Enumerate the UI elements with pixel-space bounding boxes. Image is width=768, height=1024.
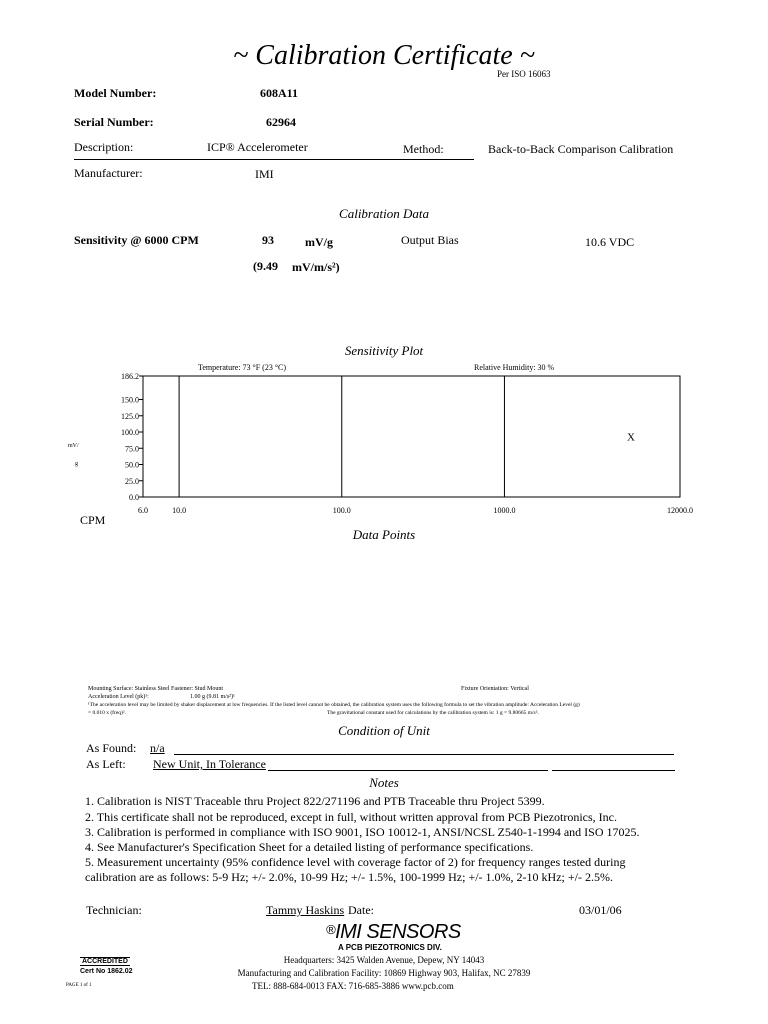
acceleration-note: ¹The acceleration level may be limited by shaker displacement at low frequencies. If the listed level cannot be obtained, the calibration system uses the following formula to set the vibration amplitude: Acceleration Level (g) [88,702,580,708]
sensitivity-si-unit: mV/m/s²) [292,260,340,274]
page-number: PAGE 1 of 1 [66,983,92,988]
logo-subtitle: A PCB PIEZOTRONICS DIV. [338,943,442,952]
humidity-label: Relative Humidity: 30 % [474,363,555,372]
technician-label: Technician: [86,903,142,917]
fixture-orientation: Fixture Orientation: Vertical [461,686,529,692]
y-tick-label: 100.0 [121,428,139,438]
sensitivity-unit: mV/g [305,235,333,249]
date-value: 03/01/06 [579,903,622,917]
registered-mark-icon: ® [326,922,336,937]
date-label: Date: [348,903,374,917]
description-label: Description: [74,140,134,154]
as-found-value: n/a [150,741,165,755]
sensitivity-plot-heading: Sensitivity Plot [344,343,424,358]
serial-number-value: 62964 [266,115,296,129]
method-value: Back-to-Back Comparison Calibration [488,142,674,156]
acceleration-level-value: 1.00 g (9.81 m/s²)¹ [190,694,235,700]
as-found-label: As Found: [86,741,137,755]
note-item-3: 3. Calibration is performed in compliance with ISO 9001, ISO 10012-1, ANSI/NCSL Z540-1-1994 and ISO 17025. [85,825,640,839]
y-unit-bottom: g [75,461,78,467]
technician-name: Tammy Haskins [266,903,345,917]
sensitivity-value: 93 [262,233,274,247]
y-unit-top: mV/ [68,443,79,449]
description-divider [74,159,474,160]
as-left-label: As Left: [86,757,126,771]
logo-main-text: IMI SENSORS [335,921,461,943]
output-bias-label: Output Bias [401,233,459,247]
note-item-5-continued: calibration are as follows: 5-9 Hz; +/- 2.0%, 10-99 Hz; +/- 1.5%, 100-1999 Hz; +/- 1.0%, 2-10 kHz; +/- 2.5%. [85,870,613,884]
x-tick-label: 10.0 [172,506,187,515]
as-left-line-2 [552,770,675,771]
model-number-label: Model Number: [74,86,157,100]
note-item-5: 5. Measurement uncertainty (95% confidence level with coverage factor of 2) for frequency ranges tested during [85,855,626,869]
x-tick-label: 1000.0 [493,506,516,515]
gravitational-constant-note: The gravitational constant used for calculations by the calibration system is: 1 g = 9.80665 m/s². [327,710,539,716]
note-item-1: 1. Calibration is NIST Traceable thru Project 822/271196 and PTB Traceable thru Project 5399. [85,794,545,808]
method-label: Method: [403,142,444,156]
as-found-line [174,754,674,755]
y-tick-label: 25.0 [125,476,139,486]
sensitivity-si-value: (9.49 [253,259,278,273]
accredited-badge: ACCREDITED [82,958,128,965]
contact-info: TEL: 888-684-0013 FAX: 716-685-3886 www.pcb.com [252,981,454,991]
x-tick-label: 6.0 [138,506,148,515]
as-left-line [268,770,548,771]
note-item-2: 2. This certificate shall not be reproduced, except in full, without written approval from PCB Piezotronics, Inc. [85,810,617,824]
imi-sensors-logo [326,921,461,944]
temperature-label: Temperature: 73 °F (23 °C) [198,363,287,372]
as-left-value: New Unit, In Tolerance [153,757,266,771]
data-point-marker: X [627,431,636,444]
y-tick-label: 150.0 [121,395,139,405]
x-unit-label: CPM [80,513,106,527]
model-number-value: 608A11 [260,86,299,100]
x-tick-label: 12000.0 [667,506,693,515]
acceleration-level-label: Acceleration Level (pk)¹: [88,694,149,700]
note-item-4: 4. See Manufacturer's Specification Sheet for a detailed listing of performance specifications. [85,840,534,854]
acceleration-formula: = 0.010 x (freq)². [88,710,126,716]
manufacturer-value: IMI [255,167,274,181]
x-tick-label: 100.0 [332,506,351,515]
plot-frame [143,376,680,497]
y-tick-label: 186.2 [121,372,139,381]
condition-heading: Condition of Unit [338,723,430,738]
mounting-surface: Mounting Surface: Stainless Steel Fastener: Stud Mount [88,686,223,692]
y-tick-label: 75.0 [125,444,139,454]
cert-number: Cert No 1862.02 [80,968,133,975]
sensitivity-label: Sensitivity @ 6000 CPM [74,233,199,247]
description-value: ICP® Accelerometer [207,140,308,154]
facility-address: Manufacturing and Calibration Facility: 10869 Highway 903, Halifax, NC 27839 [237,968,531,978]
calibration-data-heading: Calibration Data [339,206,429,221]
notes-heading: Notes [369,775,399,790]
y-tick-label: 50.0 [125,460,139,470]
manufacturer-label: Manufacturer: [74,166,143,180]
y-tick-label: 125.0 [121,411,139,421]
certificate-title: ~ Calibration Certificate ~ [233,40,535,71]
y-tick-label: 0.0 [129,493,139,502]
headquarters-address: Headquarters: 3425 Walden Avenue, Depew, NY 14043 [283,955,485,965]
serial-number-label: Serial Number: [74,115,154,129]
data-points-heading: Data Points [352,527,416,542]
output-bias-value: 10.6 VDC [585,235,635,249]
sensitivity-plot [0,360,768,520]
iso-standard: Per ISO 16063 [497,69,551,79]
